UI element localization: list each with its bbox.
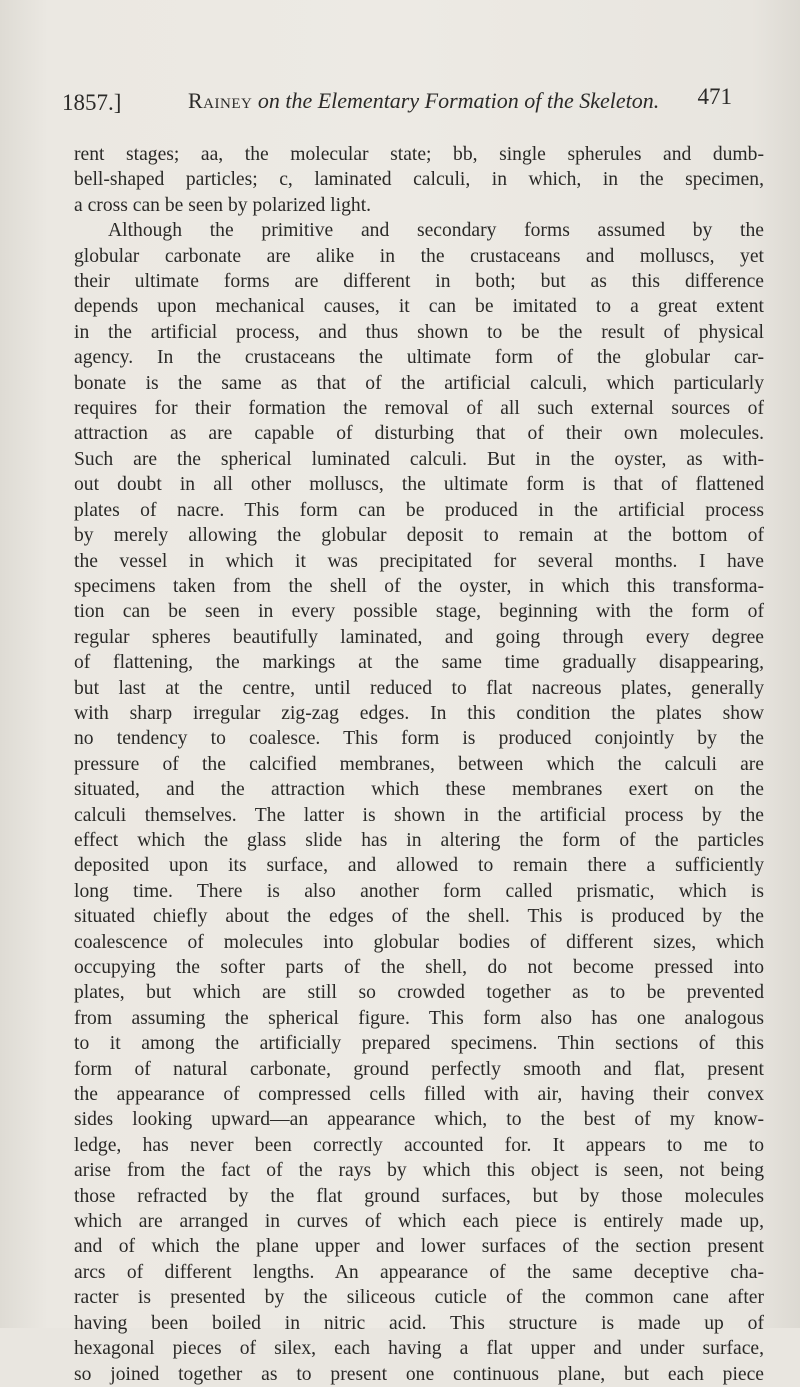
page-number: 471 (697, 84, 732, 109)
text-line: with sharp irregular zig-zag edges. In this condition the plates show (74, 702, 764, 724)
text-line: regular spheres beautifully laminated, and going through every degree (74, 626, 764, 648)
header-title (188, 88, 659, 114)
text-line: attraction as are capable of disturbing that of their own molecules. (74, 423, 764, 445)
text-line: form of natural carbonate, ground perfectly smooth and flat, present (74, 1058, 764, 1080)
text-line: effect which the glass slide has in altering the form of the particles (74, 829, 764, 851)
text-line: to it among the artificially prepared specimens. Thin sections of this (74, 1033, 764, 1055)
text-line: of flattening, the markings at the same time gradually disappearing, (74, 652, 764, 674)
text-line: pressure of the calcified membranes, between which the calculi are (74, 753, 764, 775)
text-line: racter is presented by the siliceous cuticle of the common cane after (74, 1287, 764, 1309)
body-text (74, 142, 764, 1387)
text-line: which are arranged in curves of which each piece is entirely made up, (74, 1211, 764, 1233)
text-line: no tendency to coalesce. This form is produced conjointly by the (74, 728, 764, 750)
text-line: agency. In the crustaceans the ultimate form of the globular car- (74, 347, 764, 369)
text-line: specimens taken from the shell of the oyster, in which this transforma- (74, 575, 764, 597)
text-line: the appearance of compressed cells filled with air, having their convex (74, 1084, 764, 1106)
text-line: requires for their formation the removal of all such external sources of (74, 398, 764, 420)
text-line: ledge, has never been correctly accounted for. It appears to me to (74, 1134, 764, 1156)
header-year: 1857.] (62, 90, 122, 115)
text-line: plates of nacre. This form can be produced in the artificial process (74, 499, 764, 521)
text-line: occupying the softer parts of the shell, do not become pressed into (74, 957, 764, 978)
text-line: globular carbonate are alike in the crustaceans and molluscs, yet (74, 245, 764, 267)
text-line: bonate is the same as that of the artificial calculi, which particularly (74, 372, 764, 394)
text-line: tion can be seen in every possible stage, beginning with the form of (74, 601, 764, 623)
text-line: rent stages; aa, the molecular state; bb, single spherules and dumb- (74, 144, 764, 165)
header-author: Rainey (188, 88, 253, 113)
text-line: having been boiled in nitric acid. This structure is made up of (74, 1312, 764, 1334)
text-line: so joined together as to present one continuous plane, but each piece (74, 1363, 764, 1385)
text-line: depends upon mechanical causes, it can be imitated to a great extent (74, 296, 764, 318)
header-title-text: on the Elementary Formation of the Skeleton. (252, 88, 660, 113)
text-line: situated, and the attraction which these membranes exert on the (74, 779, 764, 801)
text-line: sides looking upward—an appearance which, to the best of my know- (74, 1109, 764, 1131)
text-line: deposited upon its surface, and allowed to remain there a sufficiently (74, 855, 764, 877)
text-line: situated chiefly about the edges of the shell. This is produced by the (74, 906, 764, 928)
text-line: and of which the plane upper and lower surfaces of the section present (74, 1236, 764, 1258)
text-line: arcs of different lengths. An appearance of the same deceptive cha- (74, 1261, 764, 1283)
text-line: in the artificial process, and thus shown to be the result of physical (74, 321, 764, 343)
running-header (62, 84, 738, 124)
text-line: hexagonal pieces of silex, each having a flat upper and under surface, (74, 1338, 764, 1360)
text-line: long time. There is also another form called prismatic, which is (74, 880, 764, 902)
text-line: calculi themselves. The latter is shown in the artificial process by the (74, 804, 764, 826)
text-line: the vessel in which it was precipitated for several months. I have (74, 550, 764, 572)
text-line: coalescence of molecules into globular bodies of different sizes, which (74, 931, 764, 953)
text-line: their ultimate forms are different in both; but as this difference (74, 271, 764, 293)
text-line: out doubt in all other molluscs, the ultimate form is that of flattened (74, 474, 764, 496)
text-line: from assuming the spherical figure. This form also has one analogous (74, 1007, 764, 1029)
text-line: Such are the spherical luminated calculi. But in the oyster, as with- (74, 448, 764, 470)
text-line: plates, but which are still so crowded together as to be prevented (74, 982, 764, 1004)
text-line: by merely allowing the globular deposit to remain at the bottom of (74, 525, 764, 547)
text-line: a cross can be seen by polarized light. (74, 194, 372, 216)
text-line: bell-shaped particles; c, laminated calculi, in which, in the specimen, (74, 169, 764, 191)
text-line: arise from the fact of the rays by which this object is seen, not being (74, 1160, 764, 1182)
text-line: but last at the centre, until reduced to flat nacreous plates, generally (74, 677, 764, 699)
text-line: those refracted by the flat ground surfaces, but by those molecules (74, 1185, 764, 1207)
text-line: Although the primitive and secondary forms assumed by the (108, 220, 764, 242)
